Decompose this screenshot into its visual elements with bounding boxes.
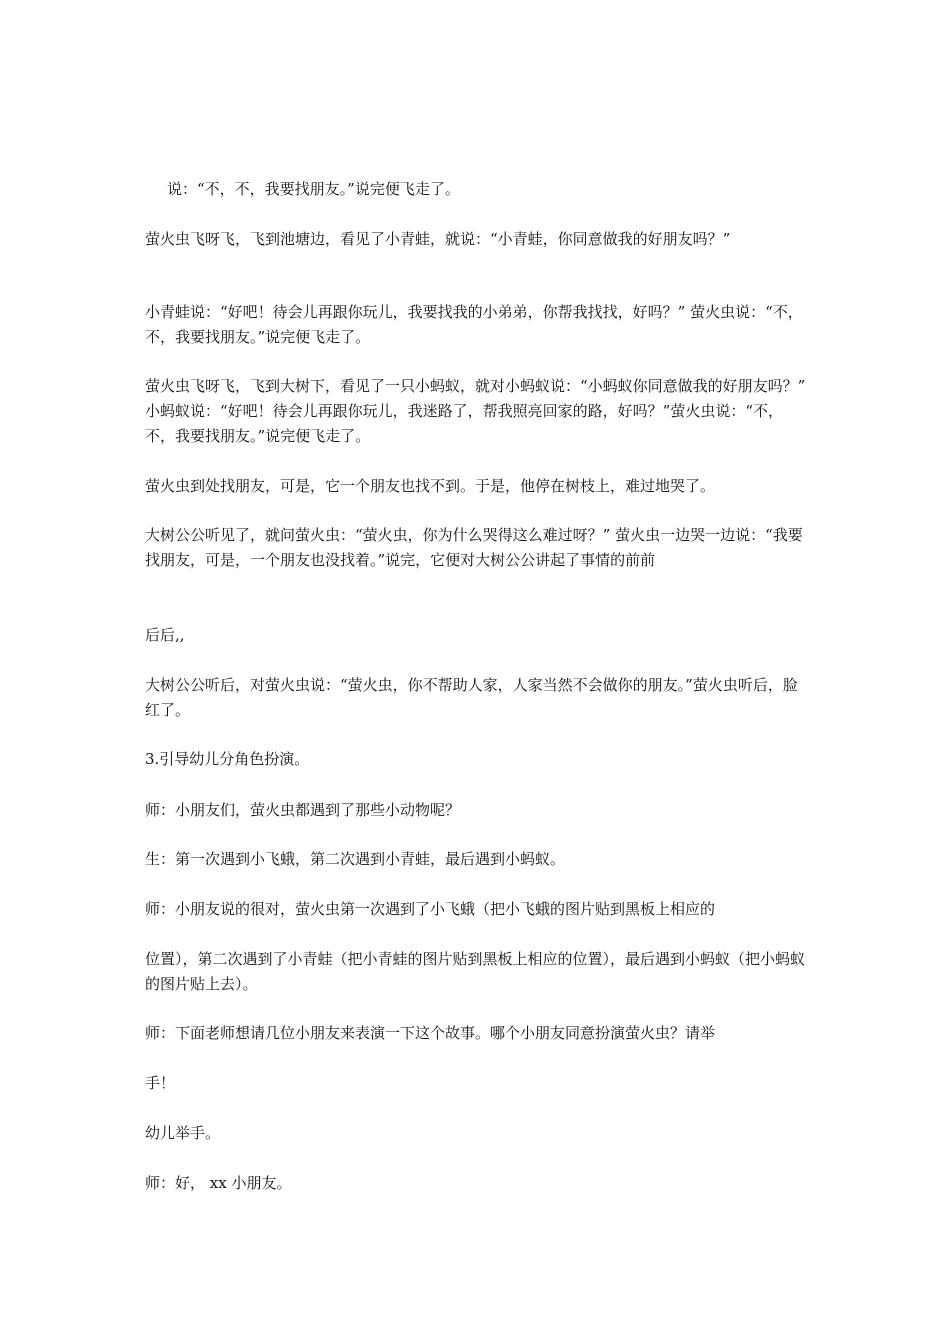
paragraph-meets-ant: 萤火虫飞呀飞，飞到大树下，看见了一只小蚂蚁，就对小蚂蚁说：“小蚂蚁你同意做我的好朋友吗？” 小蚂蚁说：“好吧！待会儿再跟你玩儿，我迷路了，帮我照亮回家的路，好吗？”萤火虫说：“不，不，我要找朋友。”说完便飞走了。 (145, 377, 806, 445)
paragraph-meets-frog: 萤火虫飞呀飞，飞到池塘边，看见了小青蛙，就说：“小青蛙，你同意做我的好朋友吗？” (145, 230, 731, 248)
paragraph-teacher-question: 师：小朋友们，萤火虫都遇到了那些小动物呢？ (145, 801, 461, 819)
paragraph-teacher-continues: 位置），第二次遇到了小青蛙（把小青蛙的图片贴到黑板上相应的位置），最后遇到小蚂蚁（把小蚂蚁的图片贴上去）。 (145, 950, 806, 993)
paragraph-raise-hand: 手！ (145, 1074, 176, 1092)
paragraph-student-answer: 生：第一次遇到小飞蛾，第二次遇到小青蛙，最后遇到小蚂蚁。 (145, 850, 566, 868)
paragraph-teacher-confirms: 师：小朋友说的很对，萤火虫第一次遇到了小飞蛾（把小飞蛾的图片贴到黑板上相应的 (145, 900, 716, 918)
paragraph-tree-advice: 大树公公听后，对萤火虫说：“萤火虫，你不帮助人家，人家当然不会做你的朋友。”萤火虫听后，脸红了。 (145, 676, 798, 719)
paragraph-tree-asks: 大树公公听见了，就问萤火虫：“萤火虫，你为什么哭得这么难过呀？” 萤火虫一边哭一边说：“我要找朋友，可是，一个朋友也没找着。”说完，它便对大树公公讲起了事情的前前 (145, 526, 803, 569)
paragraph-moth-reply: 说：“不，不，我要找朋友。”说完便飞走了。 (167, 180, 460, 198)
paragraph-continued: 后后,, (145, 626, 185, 644)
paragraph-no-friends: 萤火虫到处找朋友，可是，它一个朋友也找不到。于是，他停在树枝上，难过地哭了。 (145, 477, 716, 495)
paragraph-frog-reply: 小青蛙说：“好吧！待会儿再跟你玩儿，我要找我的小弟弟，你帮我找找，好吗？” 萤火虫说：“不，不，我要找朋友。”说完便飞走了。 (145, 303, 803, 346)
paragraph-children-raise-hands: 幼儿举手。 (145, 1124, 221, 1142)
section-heading-role-play: 3.引导幼儿分角色扮演。 (145, 750, 310, 768)
paragraph-teacher-invites: 师：下面老师想请几位小朋友来表演一下这个故事。哪个小朋友同意扮演萤火虫？请举 (145, 1024, 716, 1042)
paragraph-teacher-picks: 师：好， xx 小朋友。 (145, 1174, 292, 1192)
